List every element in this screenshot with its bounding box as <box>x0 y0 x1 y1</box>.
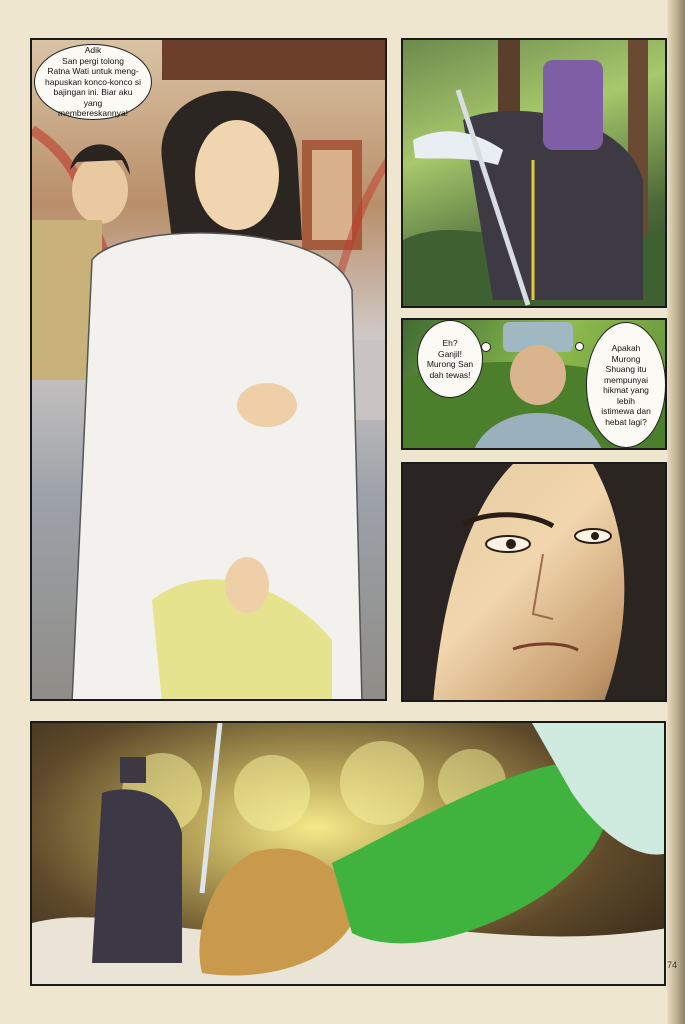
speech-line: mempunyai <box>604 374 648 385</box>
speech-line: istimewa dan <box>601 406 651 416</box>
speech-line: Murong San <box>426 359 474 369</box>
speech-line: San pergi tolong <box>62 55 124 66</box>
speech-text <box>593 343 659 427</box>
speech-line: Murong <box>611 353 641 364</box>
boy-face <box>72 156 128 224</box>
hero-fist <box>225 557 269 613</box>
ninja-body <box>92 789 182 963</box>
burst <box>234 755 310 831</box>
hair-left <box>403 464 513 702</box>
speech-line: Ratna Wati untuk meng- <box>47 66 139 77</box>
speech-bubble-ganjil <box>417 320 483 398</box>
roof-eave <box>162 40 387 80</box>
speech-line: hikmat yang lebih <box>603 385 649 406</box>
panel-4 <box>401 462 667 702</box>
panel-4-art <box>403 464 667 702</box>
speech-line: Adik <box>84 45 102 56</box>
panel-1 <box>30 38 387 701</box>
page-number: 74 <box>666 960 677 970</box>
nose <box>533 554 553 619</box>
speech-bubble-adik <box>34 44 152 120</box>
speech-line: Apakah <box>611 343 641 353</box>
panel-3 <box>401 318 667 450</box>
panel-5-art <box>32 723 666 986</box>
hero-face <box>195 120 279 230</box>
thought-dot <box>481 342 491 352</box>
speech-line: Eh? <box>442 338 458 348</box>
speech-text <box>427 338 473 380</box>
panel-5 <box>30 721 666 986</box>
speech-line: hebat lagi? <box>605 416 647 427</box>
speech-line: hapuskan konco-konco si <box>45 76 141 87</box>
thought-dot <box>575 342 584 351</box>
pupil <box>591 532 599 540</box>
man-face <box>510 345 566 405</box>
ninja-hood <box>543 60 603 150</box>
speech-line: bajingan ini. Biar aku yang <box>53 87 133 108</box>
speech-text <box>45 45 141 119</box>
lattice-window-inner <box>312 150 352 240</box>
speech-line: Ganjil! <box>437 348 463 359</box>
hero-hand <box>237 383 297 427</box>
panel-2-art <box>403 40 667 308</box>
speech-bubble-apakah <box>586 322 666 448</box>
speech-line: membereskannya! <box>58 108 128 119</box>
page-edge <box>667 0 685 1024</box>
panel-1-art <box>32 40 387 701</box>
panel-2 <box>401 38 667 308</box>
burst <box>340 741 424 825</box>
eyebrow <box>463 515 553 526</box>
mouth <box>513 644 578 650</box>
speech-line: dah tewas! <box>429 369 471 380</box>
pupil <box>506 539 516 549</box>
hair-right <box>593 464 667 702</box>
speech-line: Shuang itu <box>605 364 647 374</box>
sword <box>202 723 220 893</box>
ninja-hat <box>120 757 146 783</box>
